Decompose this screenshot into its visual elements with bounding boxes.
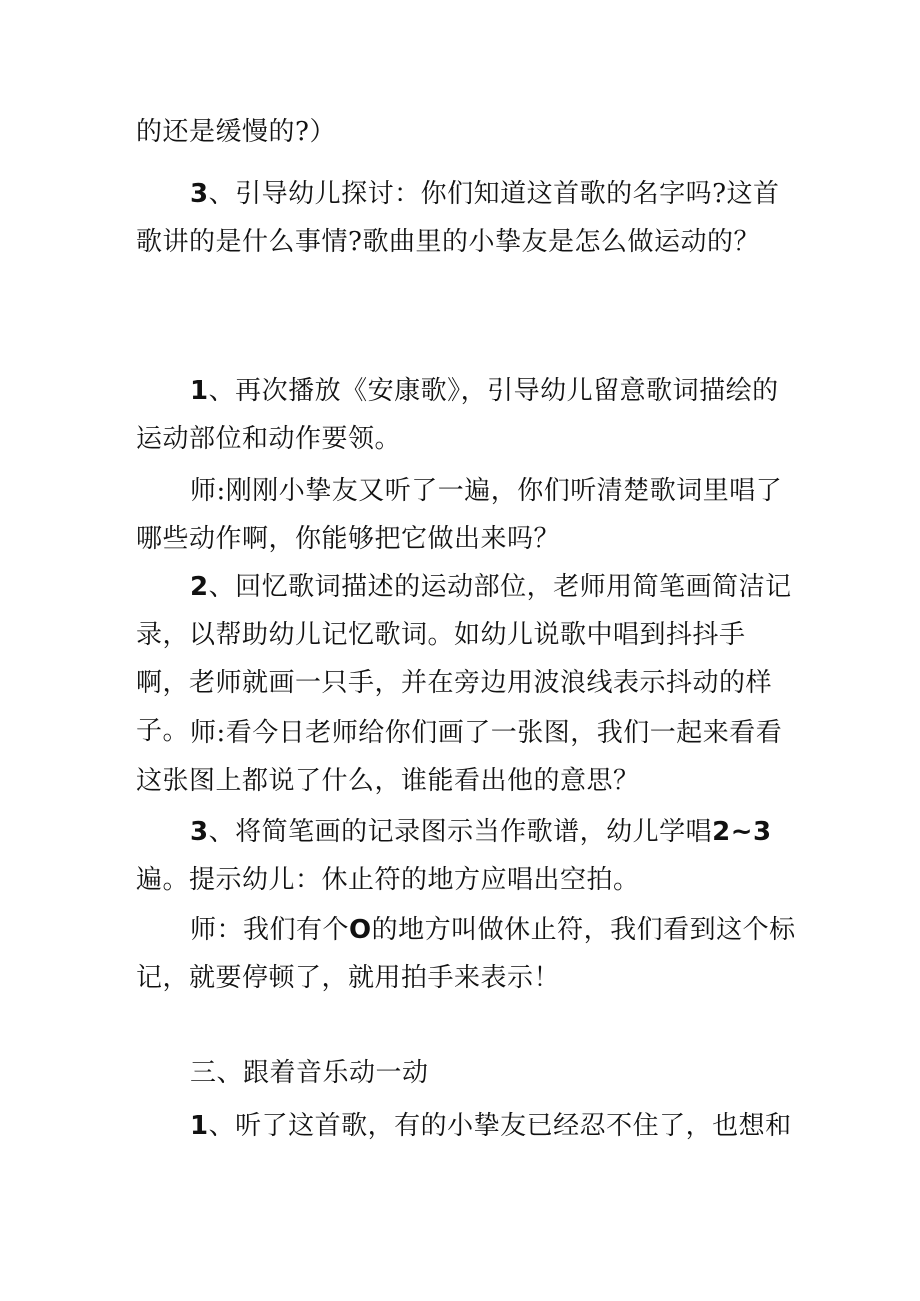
paragraph-step-3-sing [136,808,796,904]
step-number: 2 [190,572,209,602]
paragraph-teacher-question-2 [136,709,796,805]
section-heading-three [136,1049,796,1097]
paragraph-step-1-listen [136,1102,796,1150]
paragraph-text: 、再次播放《安康歌》，引导幼儿留意歌词描绘的运动部位和动作要领。 [136,376,779,454]
paragraph-text: 的还是缓慢的?） [136,117,336,147]
paragraph-text-b: 遍。提示幼儿：休止符的地方应唱出空拍。 [136,865,640,895]
rest-symbol: O [349,915,372,945]
paragraph-step-3-discussion [136,170,796,266]
heading-text: 三、跟着音乐动一动 [190,1058,429,1088]
paragraph-teacher-question-1 [136,467,796,563]
paragraph-text-a: 师：我们有个 [190,915,350,945]
step-number: 3 [190,179,209,209]
step-number: 3 [190,817,209,847]
paragraph-text: 师:看今日老师给你们画了一张图，我们一起来看看这张图上都说了什么，谁能看出他的意思？ [136,718,783,796]
paragraph-step-1-replay [136,367,796,463]
paragraph-text-a: 、将简笔画的记录图示当作歌谱，幼儿学唱 [208,817,713,847]
paragraph-text: 师:刚刚小挚友又听了一遍，你们听清楚歌词里唱了哪些动作啊，你能够把它做出来吗？ [136,476,783,554]
repeat-count: 2~3 [712,817,772,847]
paragraph-continuation [136,108,796,156]
paragraph-text: 、回忆歌词描述的运动部位，老师用简笔画简洁记录，以帮助幼儿记忆歌词。如幼儿说歌中唱到抖抖手啊，老师就画一只手，并在旁边用波浪线表示抖动的样子。 [136,572,792,746]
step-number: 1 [190,1111,209,1141]
paragraph-text: 、引导幼儿探讨：你们知道这首歌的名字吗?这首歌讲的是什么事情?歌曲里的小挚友是怎么做运动的？ [136,179,780,257]
step-number: 1 [190,376,209,406]
paragraph-text: 、听了这首歌，有的小挚友已经忍不住了，也想和 [208,1111,792,1141]
paragraph-teacher-rest-symbol [136,906,796,1002]
paragraph-text-b: 的地方叫做休止符，我们看到这个标记，就要停顿了，就用拍手来表示！ [136,915,796,993]
